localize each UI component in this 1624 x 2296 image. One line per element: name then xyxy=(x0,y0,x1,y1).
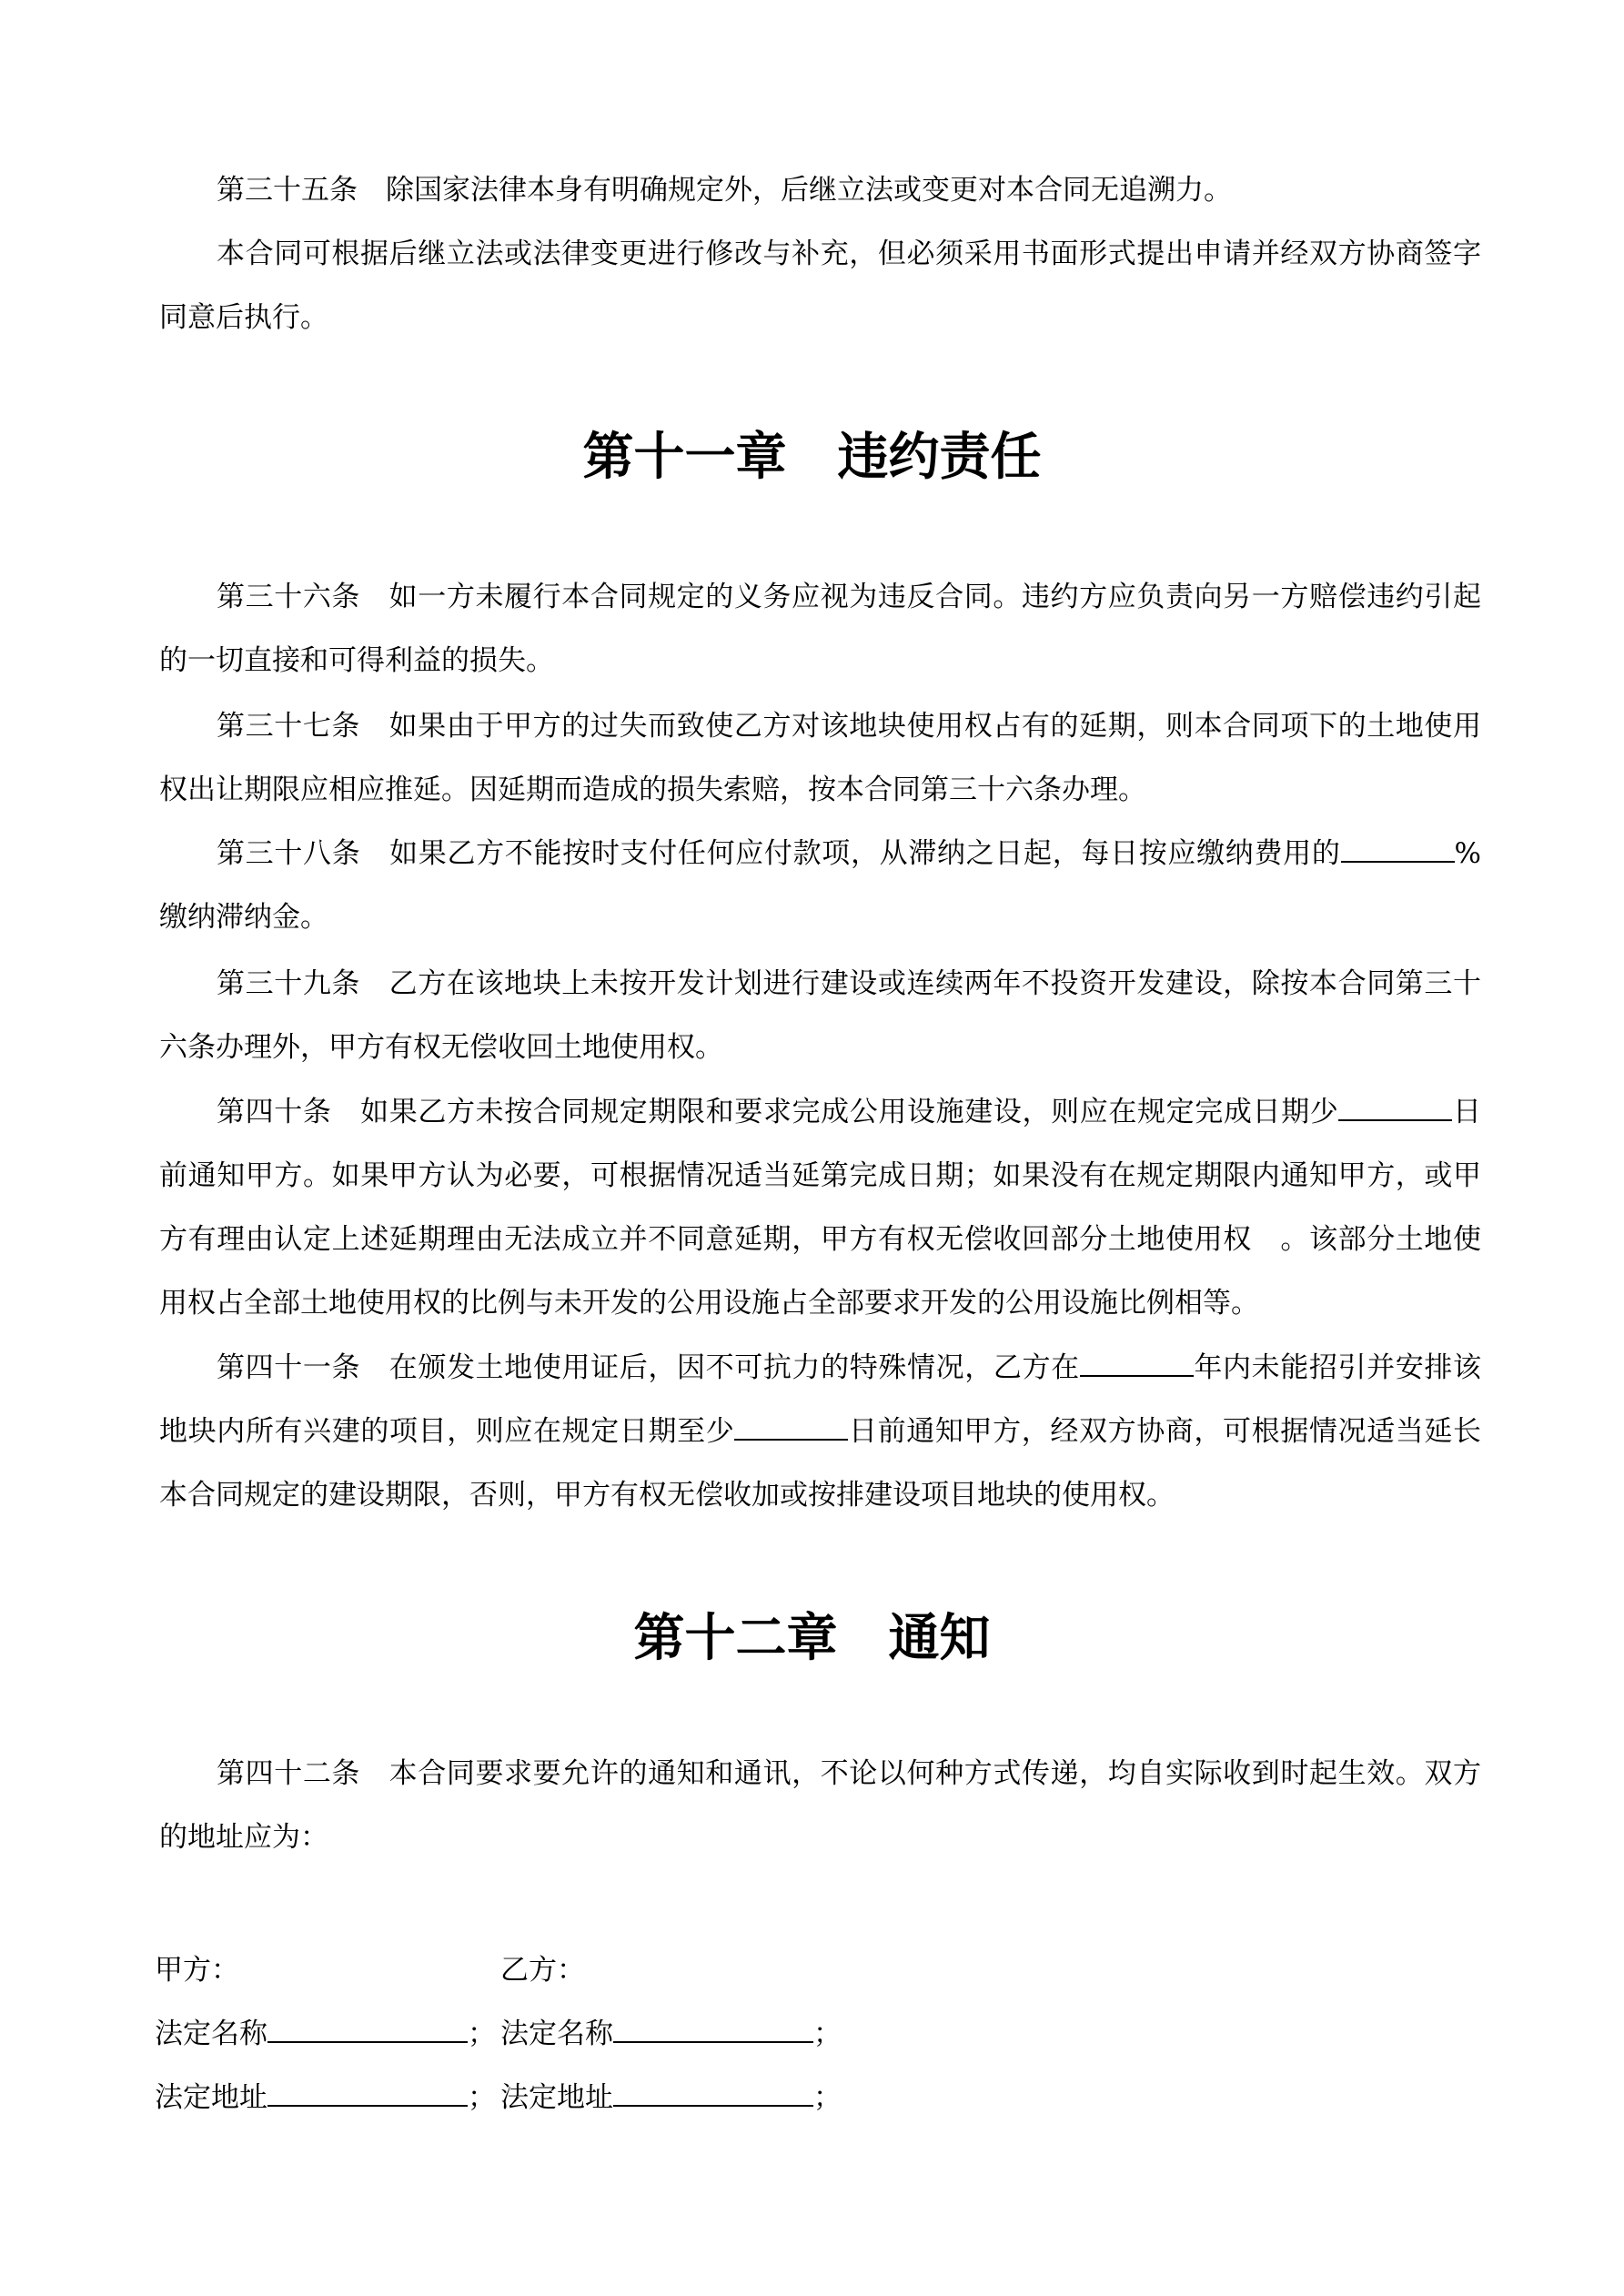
separator: ； xyxy=(468,2081,496,2114)
party-b-legal-address xyxy=(500,2066,842,2129)
article-36 xyxy=(159,565,1481,693)
article-text: 除国家法律本身有明确规定外，后继立法或变更对本合同无追溯力。 xyxy=(386,174,1232,207)
article-label: 第四十二条 xyxy=(217,1757,361,1790)
legal-address-blank[interactable] xyxy=(613,2081,813,2107)
article-label: 第三十七条 xyxy=(217,710,361,743)
article-label: 第三十六条 xyxy=(217,581,361,613)
article-35-note: 本合同可根据后继立法或法律变更进行修改与补充，但必须采用书面形式提出申请并经双方协商签字同意后执行。 xyxy=(159,238,1481,334)
article-text: 本合同要求要允许的通知和通讯，不论以何种方式传递，均自实际收到时起生效。双方的地址应为： xyxy=(159,1757,1482,1854)
chapter-12-heading: 第十二章 通知 xyxy=(633,1608,991,1668)
article-text: %缴纳滞纳金。 xyxy=(159,837,1482,934)
article-label: 第三十九条 xyxy=(217,967,361,1000)
article-text: 如果乙方未按合同规定期限和要求完成公用设施建设，则应在规定完成日期少 xyxy=(359,1096,1339,1128)
article-40 xyxy=(159,1080,1481,1335)
fill-blank-percent[interactable] xyxy=(1341,837,1455,863)
article-37 xyxy=(159,694,1481,822)
article-38 xyxy=(159,822,1481,949)
fill-blank-days[interactable] xyxy=(734,1415,848,1441)
article-label: 第四十一条 xyxy=(217,1351,361,1384)
article-41 xyxy=(159,1336,1481,1527)
party-a-legal-name xyxy=(155,2002,496,2066)
article-text: 日前通知甲方。如果甲方认为必要，可根据情况适当延第完成日期；如果没有在规定期限内通知甲方，或甲方有理由认定上述延期理由无法成立并不同意延期，甲方有权无偿收回部分土地使用权 。该部分土地使用权占全部土地使用权的比例与未开发的公用设施占全部要求开发的公用设施比例相等。 xyxy=(159,1096,1481,1320)
article-text: 如果乙方不能按时支付任何应付款项，从滞纳之日起，每日按应缴纳费用的 xyxy=(388,837,1341,870)
article-42 xyxy=(159,1742,1481,1869)
article-text: 在颁发土地使用证后，因不可抗力的特殊情况，乙方在 xyxy=(388,1351,1080,1384)
party-b-legal-name xyxy=(500,2002,842,2066)
legal-name-label: 法定名称 xyxy=(155,2018,267,2050)
article-39 xyxy=(159,952,1481,1079)
article-text: 年内未能招引并安排该地块内所有兴建的项目，则应在规定日期至少 xyxy=(159,1351,1481,1448)
legal-name-blank[interactable] xyxy=(613,2018,813,2043)
article-text: 如一方未履行本合同规定的义务应视为违反合同。违约方应负责向另一方赔偿违约引起的一切直接和可得利益的损失。 xyxy=(159,581,1482,677)
article-label: 第四十条 xyxy=(217,1096,332,1128)
separator: ； xyxy=(813,2081,842,2114)
article-35 xyxy=(159,158,1481,222)
legal-address-label: 法定地址 xyxy=(155,2081,267,2114)
party-a-legal-address xyxy=(155,2066,496,2129)
article-label: 第三十八条 xyxy=(217,837,361,870)
article-text: 如果由于甲方的过失而致使乙方对该地块使用权占有的延期，则本合同项下的土地使用权出让期限应相应推延。因延期而造成的损失索赔，按本合同第三十六条办理。 xyxy=(159,710,1482,806)
party-b-label: 乙方： xyxy=(500,1954,585,1987)
fill-blank-years[interactable] xyxy=(1080,1351,1194,1377)
party-a-label: 甲方： xyxy=(155,1954,239,1987)
legal-name-label: 法定名称 xyxy=(500,2018,613,2050)
separator: ； xyxy=(468,2018,496,2050)
chapter-11-heading: 第十一章 违约责任 xyxy=(582,427,1042,487)
legal-name-blank[interactable] xyxy=(267,2018,468,2043)
article-text: 乙方在该地块上未按开发计划进行建设或连续两年不投资开发建设，除按本合同第三十六条办理外，甲方有权无偿收回土地使用权。 xyxy=(159,967,1482,1064)
article-label: 第三十五条 xyxy=(217,174,358,207)
legal-address-label: 法定地址 xyxy=(500,2081,613,2114)
separator: ； xyxy=(813,2018,842,2050)
article-text: 日前通知甲方，经双方协商，可根据情况适当延长本合同规定的建设期限，否则，甲方有权无偿收加或按排建设项目地块的使用权。 xyxy=(159,1415,1482,1512)
legal-address-blank[interactable] xyxy=(267,2081,468,2107)
fill-blank-days[interactable] xyxy=(1338,1096,1452,1121)
